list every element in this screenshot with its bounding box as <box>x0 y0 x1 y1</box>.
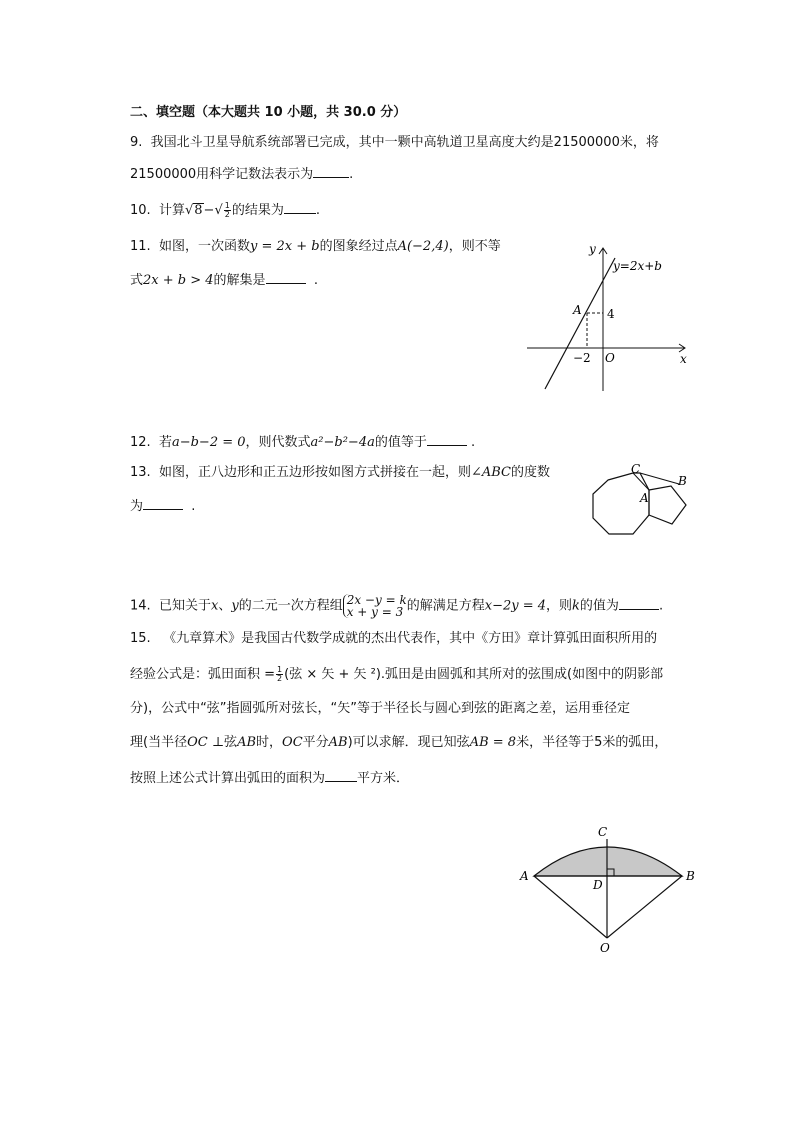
question-15-frac-den: 2 <box>277 674 283 683</box>
section-title: 二、填空题（本大题共 10 小题，共 30.0 分） <box>130 105 407 120</box>
question-15-line4-oc: OC ⊥ <box>187 735 225 750</box>
question-11-graph <box>525 236 695 396</box>
question-10-answer-blank[interactable] <box>284 200 316 214</box>
radius-ob <box>607 876 682 938</box>
question-9-text-2: 21500000用科学记数法表示为 <box>130 167 314 182</box>
question-11-point: A(−2,4) <box>397 239 449 254</box>
question-14-pre: 已知关于 <box>158 598 211 614</box>
figure-label-c: C <box>631 462 641 476</box>
question-13-answer-blank[interactable] <box>143 496 183 510</box>
question-12-condition: a−b−2 = 0 <box>171 435 246 450</box>
question-15-line5-post: 平方米． <box>357 771 410 786</box>
function-line <box>545 258 615 389</box>
question-12-mid: ，则代数式 <box>245 435 311 450</box>
question-9-end: . <box>349 167 354 182</box>
figure-label-d: D <box>593 878 603 892</box>
question-10-number: 10. <box>130 203 151 218</box>
question-14-var-x: x <box>210 598 219 614</box>
question-15-fraction <box>276 666 283 683</box>
question-11-inequality: 2x + b > 4 <box>143 273 214 288</box>
figure-label-a: A <box>520 869 529 883</box>
question-11-pre: 如图，一次函数 <box>158 239 250 254</box>
question-10-post: 的结果为 <box>231 203 284 218</box>
graph-point-label: A <box>573 303 582 317</box>
graph-x-label: x <box>680 352 687 366</box>
question-15-line-2 <box>130 666 663 684</box>
question-13-angle: ∠ABC <box>470 465 511 480</box>
question-15-line4-mid3: 平分 <box>302 735 329 750</box>
graph-tick-y: 4 <box>607 307 615 321</box>
question-15-number: 15. <box>130 631 151 646</box>
question-15-line4-tail: 米，半径等于5米的弧田， <box>516 735 668 750</box>
figure-label-b: B <box>678 474 687 488</box>
question-15-line-1 <box>130 630 657 648</box>
question-11-line-2 <box>130 270 318 290</box>
question-11-mid: 的图象经过点 <box>319 239 398 254</box>
question-15-frac-num: 1 <box>277 665 283 674</box>
question-15-line4-mid1: 弦 <box>224 735 238 750</box>
question-12-number: 12. <box>130 435 151 450</box>
question-13-number: 13. <box>130 465 151 480</box>
question-15-line2-pre: 经验公式是：弧田面积 = <box>130 667 276 682</box>
question-14-system <box>343 594 407 618</box>
question-14-eq1: 2x −y = k <box>346 593 407 607</box>
figure-label-o: O <box>600 941 610 955</box>
question-14-answer-blank[interactable] <box>619 596 659 610</box>
question-10-end: . <box>315 203 320 218</box>
question-15-line5-pre: 按照上述公式计算出弧田的面积为 <box>130 771 326 786</box>
question-13-line-1 <box>130 464 550 482</box>
question-11-post: ，则不等 <box>448 239 501 254</box>
question-10-line: 10. 计算√8−√ $\frac{1}{2}$ 的结果为 . <box>130 201 320 219</box>
question-11-answer-blank[interactable] <box>266 270 306 284</box>
question-10-minus: − <box>203 203 215 218</box>
question-15-line-5 <box>130 768 409 788</box>
question-13-line2: 为 <box>130 499 144 514</box>
question-13-figure <box>588 460 698 542</box>
question-12-end: . <box>471 435 476 450</box>
question-9-line-1 <box>130 134 659 152</box>
question-14-eq3: x−2y = 4 <box>484 598 547 614</box>
figure-label-b: B <box>686 869 695 883</box>
question-11-line-1 <box>130 238 501 256</box>
question-15-line4-ab: AB <box>237 735 257 750</box>
question-12-line <box>130 432 475 452</box>
question-15-answer-blank[interactable] <box>325 768 357 782</box>
question-11-line2-pre: 式 <box>130 273 144 288</box>
figure-label-a: A <box>640 491 649 505</box>
arc-segment-shaded <box>534 847 682 876</box>
question-9-number: 9. <box>130 135 143 150</box>
question-14-sep: 、 <box>218 598 232 614</box>
question-12-answer-blank[interactable] <box>427 432 467 446</box>
question-13-post: 的度数 <box>511 465 551 480</box>
question-10-fraction <box>224 202 231 219</box>
question-12-pre: 若 <box>158 435 172 450</box>
question-14-line <box>130 594 663 618</box>
question-14-mid3: ，则 <box>546 598 573 614</box>
question-15-line4-mid2: 时， <box>256 735 283 750</box>
question-15-line-4 <box>130 734 667 752</box>
question-14-post: 的值为 <box>579 598 619 614</box>
question-15-line2-post: (弦 × 矢 + 矢 ²).弧田是由圆弧和其所对的弦围成(如图中的阴影部 <box>284 667 664 682</box>
graph-function-label: y=2x+b <box>613 259 662 273</box>
question-15-text-3: 分)，公式中“弦”指圆弧所对弦长，“矢”等于半径长与圆心到弦的距离之差，运用垂径定 <box>130 701 631 716</box>
question-9-line-2 <box>130 164 353 184</box>
question-14-var-y: y <box>231 598 239 614</box>
question-15-text-1: 《九章算术》是我国古代数学成就的杰出代表作，其中《方田》章计算弧田面积所用的 <box>163 631 658 646</box>
question-14-var-k: k <box>572 598 580 614</box>
question-15-line4-ab2: AB <box>328 735 348 750</box>
question-12-expression: a²−b²−4a <box>310 435 375 450</box>
question-11-number: 11. <box>130 239 151 254</box>
question-13-end: . <box>191 499 196 514</box>
question-15-line-3 <box>130 700 630 718</box>
graph-tick-x: −2 <box>573 351 591 365</box>
question-10-frac-den: 2 <box>224 210 230 219</box>
question-14-end: . <box>658 598 664 614</box>
question-13-pre: 如图，正八边形和正五边形按如图方式拼接在一起，则 <box>158 465 471 480</box>
question-11-line2-post: 的解集是 <box>213 273 266 288</box>
graph-origin: O <box>605 351 615 365</box>
question-14-number: 14. <box>130 598 151 614</box>
question-15-line4-pre: 理(当半径 <box>130 735 188 750</box>
question-13-line-2 <box>130 496 195 516</box>
question-14-eq2: x + y = 3 <box>346 605 404 619</box>
question-10-frac-num: 1 <box>224 201 230 210</box>
question-14-mid: 的二元一次方程组 <box>238 598 343 614</box>
question-10-pre: 计算 <box>158 203 185 218</box>
question-15-line4-post: )可以求解．现已知弦 <box>347 735 470 750</box>
question-15-line4-oc2: OC <box>282 735 303 750</box>
question-9-answer-blank[interactable] <box>313 164 349 178</box>
question-15-figure <box>512 822 702 956</box>
question-10-sqrt-radicand: 8 <box>194 203 203 218</box>
pentagon-shape <box>649 486 686 524</box>
question-11-function: y = 2x + b <box>249 239 320 254</box>
graph-y-label: y <box>589 242 596 256</box>
question-12-post: 的值等于 <box>374 435 427 450</box>
figure-label-c: C <box>598 825 608 839</box>
question-11-end: . <box>313 273 318 288</box>
question-15-line4-eq: AB = 8 <box>469 735 517 750</box>
segment-cb <box>640 473 679 484</box>
question-14-mid2: 的解满足方程 <box>406 598 485 614</box>
question-9-text-1: 我国北斗卫星导航系统部署已完成，其中一颗中高轨道卫星高度大约是21500000米，将 <box>150 135 659 150</box>
